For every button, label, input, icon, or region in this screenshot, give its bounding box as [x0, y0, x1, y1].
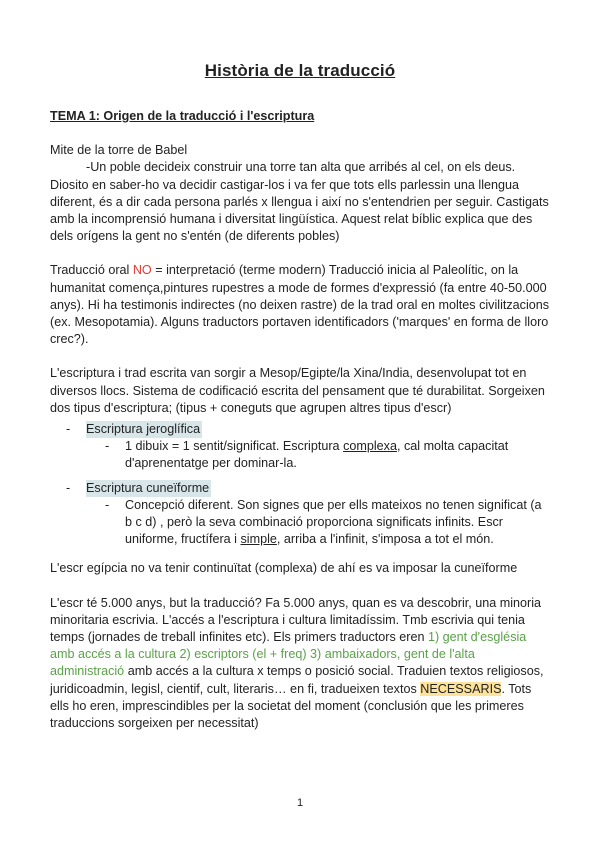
section-heading: TEMA 1: Origen de la traducció i l'escriptura — [50, 109, 315, 123]
dash-icon: - — [105, 497, 110, 512]
sub-after: , cal molta capacitat d'aprenentatge per dominar-la. — [125, 439, 509, 471]
page-number: 1 — [296, 797, 304, 809]
last-paragraph — [50, 595, 552, 733]
sub-before: 1 dibuix = 1 sentit/significat. Escriptura — [125, 439, 344, 454]
dash-icon: - — [66, 422, 71, 437]
sub-bullet-item — [105, 497, 552, 549]
sub-bullet-text — [125, 438, 552, 472]
dash-icon: - — [66, 480, 71, 495]
last-part3: . Tots ells ho eren, imprescindibles per la societat del moment (conclusión que les primeres traduccions sorgeixen per necessitat) — [50, 681, 532, 731]
written-paragraph: L'escriptura i trad escrita van sorgir a Mesop/Egipte/la Xina/India, desenvolupat tot en diversos llocs. Sistema de codificació escrita del pensament que té durabilitat. Sorgeixen dos tipus d'escriptura; (tipus + coneguts que agrupen altres tipus d'escr) — [50, 366, 545, 415]
bullet-label: Escriptura cuneïforme — [86, 480, 211, 497]
sub-after: , arriba a l'infinit, s'imposa a tot el món. — [276, 532, 494, 547]
sub-underline: simple — [240, 532, 277, 547]
oral-paragraph — [50, 262, 552, 348]
page-title: Història de la traducció — [204, 61, 396, 80]
oral-before: Traducció oral — [50, 263, 133, 278]
egypt-paragraph: L'escr egípcia no va tenir continuïtat (complexa) de ahí es va imposar la cuneïforme — [50, 561, 518, 576]
sub-before: Concepció diferent. Son signes que per ells mateixos no tenen significat (a b c d) , però la seva combinació proporciona significats infinits. Escr uniforme, fructífera i — [125, 497, 542, 547]
dash-icon: - — [105, 439, 110, 454]
translators-list-green: 1) gent d'església amb accés a la cultura 2) escriptors (el + freq) 3) ambaixadors, gent de l'alta administració — [50, 630, 527, 679]
necessaris-highlight: NECESSARIS — [420, 681, 502, 696]
oral-no-red: NO — [132, 263, 152, 278]
bullet-item — [66, 480, 552, 497]
bullet-item — [66, 421, 552, 438]
last-part1: L'escr té 5.000 anys, but la traducció? Fa 5.000 anys, quan es va descobrir, una minoria minoritaria escrivia. L'accés a l'escriptura i cultura limitadíssim. Tmb escrivia qui tenia temps (jornades de treball infinites etc). Els primers traductors eren — [50, 595, 542, 645]
document-body — [50, 108, 552, 732]
last-part2: amb accés a la cultura x temps o posició social. Traduien textos religiosos, juridicoadmin, legisl, cientif, cult, literaris… en fi, tradueixen textos — [50, 664, 544, 696]
sub-underline: complexa — [343, 439, 397, 454]
babel-heading: Mite de la torre de Babel — [50, 143, 188, 158]
oral-after: = interpretació (terme modern) Traducció inicia al Paleolític, on la humanitat comença,pintures rupestres a mode de formes d'expressió (fa entre 40-50.000 anys). Hi ha testimonis indirectes (no deixen rastre) de la trad oral en moltes civilitzacions (ex. Mesopotamia). Alguns traductors portaven identificadors ('marques' en forma de lloro crec?). — [50, 263, 550, 347]
sub-bullet-item — [105, 438, 552, 472]
bullet-label: Escriptura jeroglífica — [86, 421, 202, 438]
sub-bullet-text — [125, 497, 552, 549]
babel-paragraph: -Un poble decideix construir una torre tan alta que arribés al cel, on els deus. Diosito en saber-ho va decidir castigar-los i va fer que tots ells parlessin una llengua diferent, és a dir cada persona parlés x llengua i així no s'entendrien per seguir. Castigats amb la incomprensió humana i diversitat lingüística. Aquest relat bíblic explica que des dels orígens la gent no s'entén (de diferents pobles) — [50, 160, 549, 244]
